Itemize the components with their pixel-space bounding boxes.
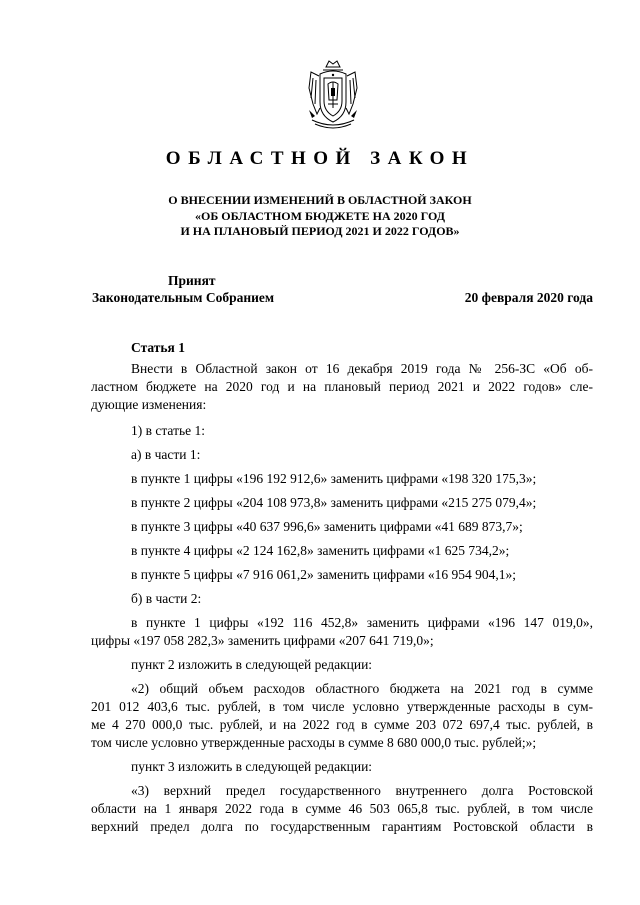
- paragraph-line: цифры «197 058 282,3» заменить цифрами «207 641 719,0»;: [91, 633, 434, 648]
- list-item: 1) в статье 1:: [131, 423, 205, 438]
- subtitle-line: «ОБ ОБЛАСТНОМ БЮДЖЕТЕ НА 2020 ГОД: [195, 208, 445, 223]
- adoption-info: [92, 272, 274, 306]
- coat-of-arms-emblem: [306, 58, 360, 132]
- paragraph-line: «2) общий объем расходов областного бюджета на 2021 год в сумме: [131, 681, 593, 696]
- paragraph-line: дующие изменения:: [91, 397, 207, 412]
- point2-paragraph: [91, 680, 593, 752]
- list-item: а) в части 1:: [131, 447, 201, 462]
- list-item: в пункте 2 цифры «204 108 973,8» заменить цифрами «215 275 079,4»;: [131, 495, 537, 510]
- paragraph-line: 201 012 403,6 тыс. рублей, в том числе условно утвержденные расходы в сум-: [91, 699, 593, 714]
- adopted-by: Законодательным Собранием: [92, 290, 275, 305]
- paragraph-line: верхний предел долга по государственным гарантиям Ростовской области в: [91, 819, 593, 834]
- paragraph-line: ме 4 270 000,0 тыс. рублей, и на 2022 год в сумме 203 072 697,4 тыс. рублей, в: [91, 717, 593, 732]
- subtitle-line: И НА ПЛАНОВЫЙ ПЕРИОД 2021 И 2022 ГОДОВ»: [180, 224, 460, 238]
- document-subtitle: [100, 193, 540, 240]
- list-item: пункт 3 изложить в следующей редакции:: [131, 759, 373, 774]
- paragraph-line: том числе условно утвержденные расходы в сумме 8 680 000,0 тыс. рублей;»;: [91, 735, 537, 750]
- document-title: ОБЛАСТНОЙ ЗАКОН: [165, 148, 475, 169]
- paragraph-line: Внести в Областной закон от 16 декабря 2019 года № 256-ЗС «Об об-: [131, 361, 593, 376]
- paragraph-line: области на 1 января 2022 года в сумме 46 503 065,8 тыс. рублей, в том числе: [91, 801, 593, 816]
- list-item: б) в части 2:: [131, 591, 202, 606]
- intro-paragraph: [91, 360, 593, 414]
- list-item: в пункте 1 цифры «196 192 912,6» заменить цифрами «198 320 175,3»;: [131, 471, 537, 486]
- list-item: в пункте 3 цифры «40 637 996,6» заменить цифрами «41 689 873,7»;: [131, 519, 523, 534]
- paragraph-line: ластном бюджете на 2020 год и на плановый период 2021 и 2022 годов» сле-: [91, 379, 593, 394]
- paragraph-line: «3) верхний предел государственного внутреннего долга Ростовской: [131, 783, 593, 798]
- list-item: в пункте 5 цифры «7 916 061,2» заменить цифрами «16 954 904,1»;: [131, 567, 517, 582]
- part2-paragraph: [91, 614, 593, 650]
- adopted-label: Принят: [168, 273, 216, 288]
- article-heading: Статья 1: [131, 340, 185, 355]
- paragraph-line: в пункте 1 цифры «192 116 452,8» заменить цифрами «196 147 019,0»,: [131, 615, 593, 630]
- adoption-date: 20 февраля 2020 года: [464, 290, 593, 305]
- point3-paragraph: [91, 782, 593, 836]
- list-item: пункт 2 изложить в следующей редакции:: [131, 657, 373, 672]
- list-item: в пункте 4 цифры «2 124 162,8» заменить цифрами «1 625 734,2»;: [131, 543, 510, 558]
- subtitle-line: О ВНЕСЕНИИ ИЗМЕНЕНИЙ В ОБЛАСТНОЙ ЗАКОН: [168, 193, 472, 207]
